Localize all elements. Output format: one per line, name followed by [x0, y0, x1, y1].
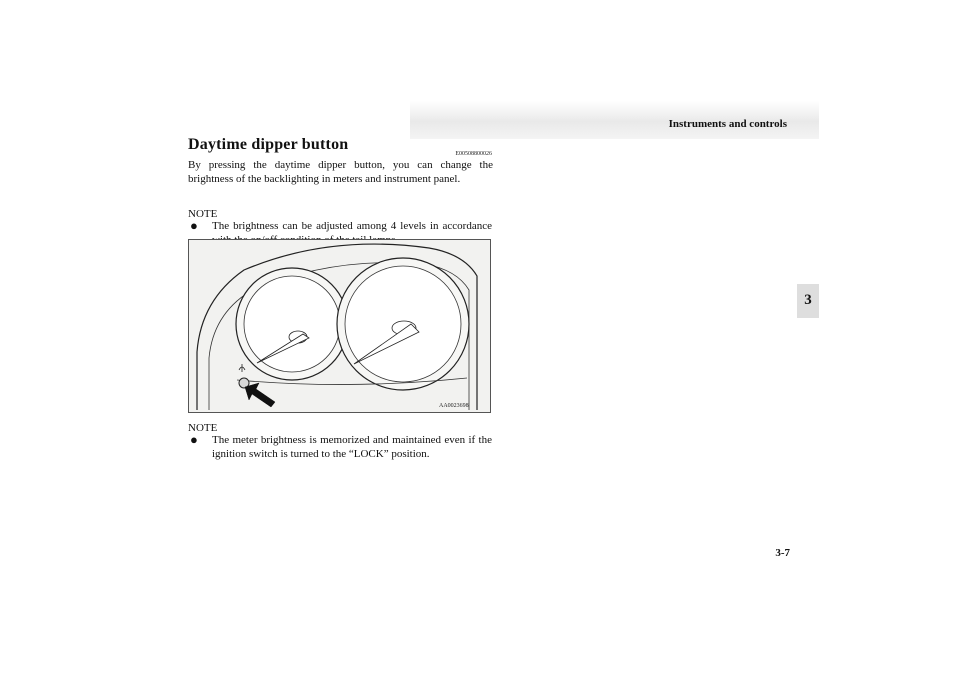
note-label-1: NOTE [188, 208, 218, 220]
bullet-icon: ● [190, 432, 198, 447]
chapter-number: 3 [804, 292, 812, 308]
page-number: 3-7 [775, 547, 790, 559]
pointing-arrow-icon [245, 383, 275, 407]
dipper-symbol-icon [239, 364, 245, 372]
note-text-2: The meter brightness is memorized and maintained even if the ignition switch is turned to the “LOCK” position. [212, 434, 492, 460]
bullet-icon: ● [190, 218, 198, 233]
chapter-tab [797, 284, 819, 318]
note-item-2 [190, 433, 492, 461]
intro-paragraph: By pressing the daytime dipper button, you can change the brightness of the backlighting in meters and instrument panel. [188, 159, 493, 185]
left-gauge-face [244, 276, 340, 372]
page-heading: Daytime dipper button [188, 136, 349, 153]
instrument-cluster-illustration [189, 240, 492, 414]
section-title: Instruments and controls [668, 118, 787, 130]
reference-code: E00508800026 [455, 151, 492, 157]
figure-label: AA0023698 [439, 403, 469, 409]
note-label-2: NOTE [188, 422, 218, 434]
note-text-1: The brightness can be adjusted among 4 levels in accordance [212, 220, 492, 232]
instrument-cluster-figure [188, 239, 491, 413]
